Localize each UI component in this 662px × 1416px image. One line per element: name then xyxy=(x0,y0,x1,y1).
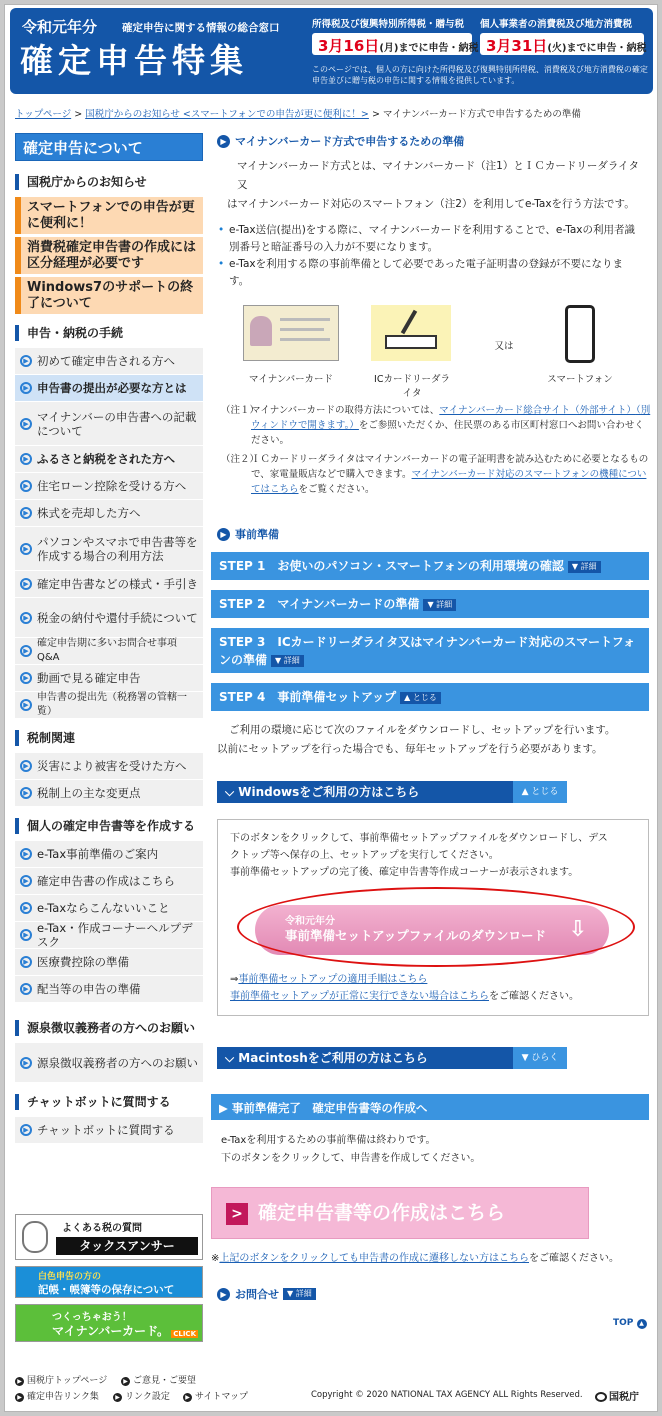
mouse-icon xyxy=(22,1221,48,1253)
arrow-circle-icon: ▶ xyxy=(217,528,230,541)
breadcrumb-current: マイナンバーカード方式で申告するための準備 xyxy=(382,109,581,120)
sidebar-item[interactable]: ▶ ふるさと納税をされた方へ xyxy=(15,446,203,473)
banner-white-return[interactable] xyxy=(15,1266,203,1298)
card-caption: マイナンバーカード xyxy=(249,374,333,385)
header-description: このページでは、個人の方に向けた所得税及び復興特別所得税、消費税及び地方消費税の確定申告並びに贈与税の申告に関する情報を提供しています。 xyxy=(312,65,648,85)
sidebar-item[interactable]: ▶ 住宅ローン控除を受ける方へ xyxy=(15,473,203,500)
arrow-circle-icon: ▶ xyxy=(20,382,32,394)
benefit-list xyxy=(217,222,649,290)
sidebar-item[interactable]: ▶ チャットボットに質問する xyxy=(15,1117,203,1144)
sidebar-item[interactable]: ▶ マイナンバーの申告書への記載について xyxy=(15,402,203,446)
download-icon: ⇩ xyxy=(568,917,587,942)
new-window-link[interactable]: （別ウィンドウで開きます。） xyxy=(251,405,651,431)
header-subtitle: 確定申告に関する情報の総合窓口 xyxy=(122,22,280,34)
nta-logo: 国税庁 xyxy=(595,1388,639,1403)
banner-tax-answer-title: タックスアンサー xyxy=(56,1237,198,1255)
intro-text: マイナンバーカード方式とは、マイナンバーカード（注1）とＩＣカードリーダライタ又 はマイナンバーカード対応のスマートフォン（注2）を利用してe-Taxを行う方法です。 xyxy=(227,160,640,210)
arrow-circle-icon: ▶ xyxy=(20,760,32,772)
sidebar-section-news: 国税庁からのお知らせ xyxy=(15,174,203,190)
arrow-circle-icon: ▶ xyxy=(217,135,230,148)
collapse-toggle[interactable]: ▲ とじる xyxy=(513,781,567,803)
prep-complete-text: e-Taxを利用するための事前準備は終わりです。 下のボタンをクリックして、申告書を作成してください。 xyxy=(221,1135,481,1164)
benefit-item: • e-Tax送信(提出)をする際に、マイナンバーカードを利用することで、e-Taxの利用者識 別番号と暗証番号の入力が不要になります。 xyxy=(217,222,649,256)
arrow-circle-icon: ▶ xyxy=(20,929,32,941)
sidebar-item[interactable]: ▶ 災害により被害を受けた方へ xyxy=(15,753,203,780)
sidebar-section-chat: チャットボットに質問する xyxy=(15,1094,203,1110)
create-note: ※上記のボタンをクリックしても申告書の作成に遷移しない方はこちらをご確認ください。 xyxy=(211,1253,619,1264)
sidebar-item[interactable]: ▶ 初めて確定申告される方へ xyxy=(15,348,203,375)
id-card-icon xyxy=(243,305,339,361)
page-heading: ▶ マイナンバーカード方式で申告するための準備 xyxy=(217,133,649,149)
footer-link-sitemap[interactable]: ▶ サイトマップ xyxy=(183,1389,248,1402)
deadline-suffix: までに申告・納税 xyxy=(566,43,647,54)
setup-procedure-link[interactable]: 事前準備セットアップの適用手順はこちら xyxy=(238,974,428,985)
sidebar-section-procedure: 申告・納税の手続 xyxy=(15,325,203,341)
create-trouble-link[interactable]: 上記のボタンをクリックしても申告書の作成に遷移しない方はこちら xyxy=(219,1253,529,1264)
chevron-circle-icon: ⌵ xyxy=(225,1051,239,1065)
step-toggle[interactable]: ▼ 詳細 xyxy=(568,561,601,573)
arrow-circle-icon: ▶ xyxy=(20,1057,32,1069)
sidebar-item[interactable]: ▶ e-Tax事前準備のご案内 xyxy=(15,841,203,868)
mynumber-card-illustration xyxy=(241,305,341,385)
arrow-circle-icon: ▶ xyxy=(113,1393,122,1402)
benefit-item: • e-Taxを利用する際の事前準備として必要であった電子証明書の登録が不要になりま す。 xyxy=(217,256,649,290)
click-badge: CLICK xyxy=(173,1330,196,1338)
sidebar-item[interactable]: ▶ 税金の納付や還付手続について xyxy=(15,598,203,638)
prep-heading: ▶ 事前準備 xyxy=(217,526,279,542)
sidebar xyxy=(15,133,203,1144)
arrow-circle-icon: ▶ xyxy=(20,480,32,492)
banner-white-return-caption: 白色申告の方の xyxy=(38,1272,102,1282)
arrow-circle-icon: ▶ xyxy=(121,1377,130,1386)
step-1[interactable]: STEP 1 お使いのパソコン・スマートフォンの利用環境の確認 ▼ 詳細 xyxy=(211,552,649,580)
setup-trouble-link[interactable]: 事前準備セットアップが正常に実行できない場合はこちら xyxy=(230,991,489,1002)
footer-link-links[interactable]: ▶ 確定申告リンク集 xyxy=(15,1389,99,1402)
smartphone-icon xyxy=(565,305,595,363)
notes xyxy=(217,403,651,497)
footer-link-feedback[interactable]: ▶ ご意見・ご要望 xyxy=(121,1373,196,1386)
reader-illustration xyxy=(371,305,453,399)
arrow-circle-icon: ▶ xyxy=(20,848,32,860)
sidebar-item[interactable]: ▶ 確定申告書などの様式・手引き xyxy=(15,571,203,598)
banner-tax-answer-caption: よくある税の質問 xyxy=(62,1223,142,1234)
setup-download-button[interactable]: 令和元年分 事前準備セットアップファイルのダウンロード ⇩ xyxy=(255,905,609,955)
step-4[interactable]: STEP 4 事前準備セットアップ ▲ とじる xyxy=(211,683,649,711)
contact-heading[interactable]: ▶ お問合せ ▼ 詳細 xyxy=(217,1286,316,1302)
sidebar-item[interactable]: ▶ 確定申告期に多いお問合せ事項Q&A xyxy=(15,638,203,665)
deadline-suffix: までに申告・納税 xyxy=(398,43,479,54)
sidebar-item[interactable]: ▶ e-Tax・作成コーナーヘルプデスク xyxy=(15,922,203,949)
arrow-icon: > xyxy=(226,1203,248,1225)
sidebar-section-tax: 税制関連 xyxy=(15,730,203,746)
sidebar-item[interactable]: ▶ 動画で見る確定申告 xyxy=(15,665,203,692)
chevron-circle-icon: ⌵ xyxy=(225,785,239,799)
highlight-annotation xyxy=(237,887,635,967)
smartphone-models-link[interactable]: マイナンバーカード対応のスマートフォンの機種についてはこちら xyxy=(251,469,647,495)
main-content xyxy=(217,133,649,290)
top-link[interactable]: TOP ▲ xyxy=(613,1318,647,1329)
header-year: 令和元年分 xyxy=(22,18,98,36)
sidebar-item[interactable]: ▶ 源泉徴収義務者の方へのお願い xyxy=(15,1043,203,1083)
sidebar-item[interactable]: ▶ 医療費控除の準備 xyxy=(15,949,203,976)
sidebar-item[interactable]: ▶ 申告書の提出先（税務署の管轄一覧） xyxy=(15,692,203,719)
arrow-circle-icon: ▶ xyxy=(20,1124,32,1136)
sidebar-item[interactable]: ▶ 税制上の主な変更点 xyxy=(15,780,203,807)
deadline-label: 個人事業者の消費税及び地方消費税 xyxy=(480,19,633,30)
note-2: （注２） ＩＣカードリーダライタはマイナンバーカードの電子証明書を読み込むために必要となるもので、家電量販店などで購入できます。マイナンバーカード対応のスマートフォンの機種についてはこちらをご覧ください。 xyxy=(221,454,649,495)
sidebar-item[interactable]: ▶ パソコンやスマホで申告書等を作成する場合の利用方法 xyxy=(15,527,203,571)
sidebar-item-active[interactable]: ▶ 申告書の提出が必要な方とは xyxy=(15,375,203,402)
arrow-circle-icon: ▶ xyxy=(20,956,32,968)
deadline-income-tax: 所得税及び復興特別所得税・贈与税 3月16日(月)までに申告・納税 xyxy=(312,16,472,62)
sidebar-item[interactable]: ▶ 株式を売却した方へ xyxy=(15,500,203,527)
banner-white-return-title: 記帳・帳簿等の保存について xyxy=(38,1284,175,1296)
windows-accordion-header[interactable]: ⌵ Windowsをご利用の方はこちら ▲ とじる xyxy=(217,781,567,803)
arrow-circle-icon: ▶ xyxy=(20,699,32,711)
banner-mynumber-title: マイナンバーカード。 xyxy=(52,1324,170,1338)
sidebar-title[interactable]: 確定申告について xyxy=(15,133,203,161)
arrow-icon: ▶ xyxy=(219,1101,232,1115)
header-title: 確定申告特集 xyxy=(20,41,248,80)
contact-toggle[interactable]: ▼ 詳細 xyxy=(283,1288,316,1300)
arrow-circle-icon: ▶ xyxy=(20,902,32,914)
step-toggle[interactable]: ▼ 詳細 xyxy=(423,599,456,611)
deadline-label: 所得税及び復興特別所得税・贈与税 xyxy=(312,19,465,30)
sidebar-item[interactable]: ▶ 配当等の申告の準備 xyxy=(15,976,203,1003)
banner-mynumber-caption: つくっちゃおう！ xyxy=(52,1312,132,1323)
card-reader-icon xyxy=(371,305,451,361)
arrow-circle-icon: ▶ xyxy=(20,578,32,590)
footer-link-nta-top[interactable]: ▶ 国税庁トップページ xyxy=(15,1373,107,1386)
sidebar-section-create: 個人の確定申告書等を作成する xyxy=(15,818,203,834)
banner-mynumber-card[interactable] xyxy=(15,1304,203,1342)
deadline-consumption-tax: 個人事業者の消費税及び地方消費税 3月31日(火)までに申告・納税 xyxy=(480,16,644,62)
header-banner[interactable] xyxy=(10,8,653,94)
arrow-circle-icon: ▶ xyxy=(183,1393,192,1402)
expand-toggle[interactable]: ▼ ひらく xyxy=(513,1047,567,1069)
notice-windows7[interactable]: Windows7のサポートの終了について xyxy=(15,277,203,314)
reader-caption: ICカードリーダライタ xyxy=(374,374,450,399)
windows-panel: 下のボタンをクリックして、事前準備セットアップファイルをダウンロードし、デス クトップ等へ保存の上、セットアップを実行してください。 事前準備セットアップの完了後、確定申告書等作成コーナーが表示されます。 ⇒事前準備セットアップの適用手順はこちら 事前準備セットアップが正常に実行できない場合はこちらをご確認ください。 xyxy=(217,819,649,1016)
sidebar-item[interactable]: ▶ 確定申告書の作成はこちら xyxy=(15,868,203,895)
breadcrumb-home[interactable]: トップページ xyxy=(15,109,72,120)
copyright: Copyright © 2020 NATIONAL TAX AGENCY ALL Rights Reserved. xyxy=(311,1390,583,1400)
arrow-circle-icon: ▶ xyxy=(20,983,32,995)
arrow-circle-icon: ▶ xyxy=(15,1393,24,1402)
arrow-circle-icon: ▶ xyxy=(20,787,32,799)
arrow-circle-icon: ▶ xyxy=(217,1288,230,1301)
create-return-button[interactable]: > 確定申告書等の作成はこちら xyxy=(211,1187,589,1239)
phone-illustration xyxy=(545,305,615,385)
arrow-circle-icon: ▶ xyxy=(20,453,32,465)
up-arrow-icon: ▲ xyxy=(637,1319,647,1329)
arrow-circle-icon: ▶ xyxy=(20,645,32,657)
deadline-date: 3月16日 xyxy=(318,37,380,55)
step-toggle[interactable]: ▲ とじる xyxy=(400,692,441,704)
step-2[interactable]: STEP 2 マイナンバーカードの準備 ▼ 詳細 xyxy=(211,590,649,618)
arrow-circle-icon: ▶ xyxy=(15,1377,24,1386)
sidebar-section-gensen: 源泉徴収義務者の方へのお願い xyxy=(15,1020,203,1036)
phone-caption: スマートフォン xyxy=(547,374,613,385)
arrow-circle-icon: ▶ xyxy=(20,612,32,624)
notice-consumption-tax[interactable]: 消費税確定申告書の作成には区分経理が必要です xyxy=(15,237,203,274)
note-1: （注１） マイナンバーカードの取得方法については、マイナンバーカード総合サイト（外部サイト）（別ウィンドウで開きます。）をご参照いただくか、住民票のある市区町村窓口へお問い合わせください。 xyxy=(221,405,651,446)
arrow-circle-icon: ▶ xyxy=(20,507,32,519)
sidebar-item[interactable]: ▶ e-Taxならこんないいこと xyxy=(15,895,203,922)
breadcrumb: トップページ > 国税庁からのお知らせ <スマートフォンでの申告が更に便利に！> > マイナンバーカード方式で申告するための準備 xyxy=(15,109,581,120)
arrow-circle-icon: ▶ xyxy=(20,418,32,430)
banner-tax-answer[interactable] xyxy=(15,1214,203,1260)
prep-complete-heading: ▶ 事前準備完了 確定申告書等の作成へ xyxy=(211,1094,649,1120)
mac-accordion-header[interactable]: ⌵ Macintoshをご利用の方はこちら ▼ ひらく xyxy=(217,1047,567,1069)
page xyxy=(4,4,658,1412)
setup-text: ご利用の環境に応じて次のファイルをダウンロードし、セットアップを行います。 以前にセットアップを行った場合でも、毎年セットアップを行う必要があります。 xyxy=(217,724,616,755)
footer-link-link-settings[interactable]: ▶ リンク設定 xyxy=(113,1389,170,1402)
step-toggle[interactable]: ▼ 詳細 xyxy=(271,655,304,667)
arrow-circle-icon: ▶ xyxy=(20,355,32,367)
notice-smartphone[interactable]: スマートフォンでの申告が更に便利に！ xyxy=(15,197,203,234)
arrow-circle-icon: ▶ xyxy=(20,543,32,555)
breadcrumb-news[interactable]: 国税庁からのお知らせ <スマートフォンでの申告が更に便利に！> xyxy=(85,109,369,120)
nta-emblem-icon xyxy=(595,1392,607,1402)
arrow-circle-icon: ▶ xyxy=(20,875,32,887)
mynumber-site-link[interactable]: マイナンバーカード総合サイト（外部サイト） xyxy=(439,405,636,416)
or-label: 又は xyxy=(494,341,514,352)
arrow-circle-icon: ▶ xyxy=(20,672,32,684)
deadline-date: 3月31日 xyxy=(486,37,548,55)
step-3[interactable]: STEP 3 ICカードリーダライタ又はマイナンバーカード対応のスマートフォンの準備 ▼ 詳細 xyxy=(211,628,649,673)
